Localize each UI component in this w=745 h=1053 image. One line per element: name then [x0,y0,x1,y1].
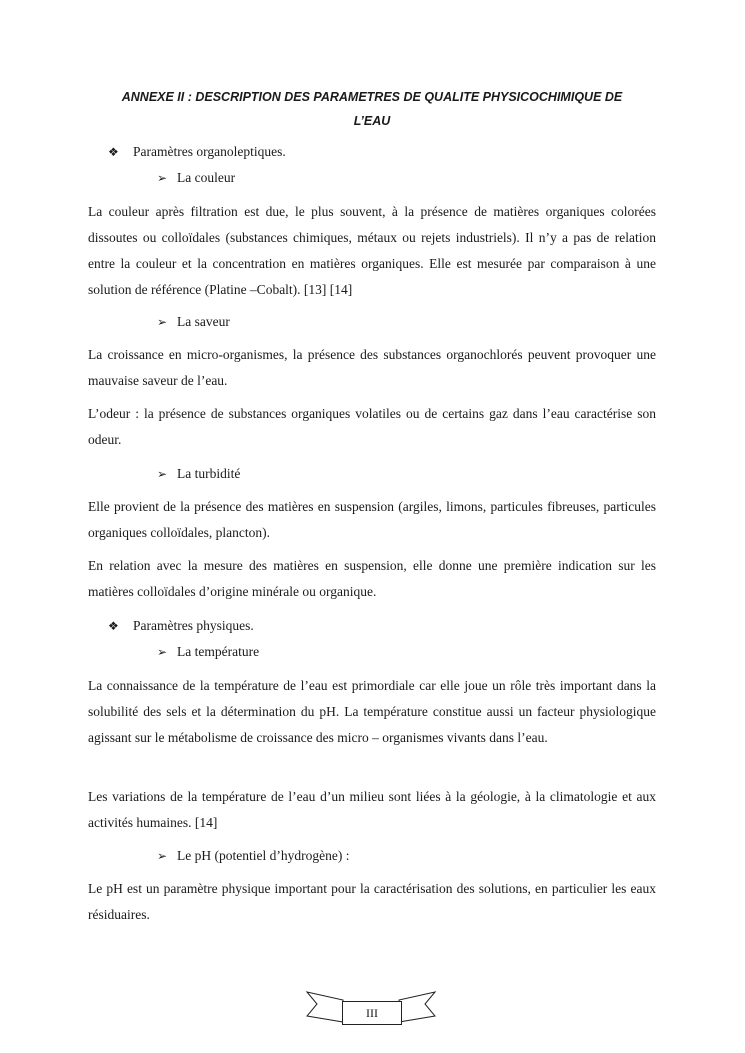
arrow-bullet-icon: ➢ [157,467,168,481]
section-label: Paramètres physiques. [133,618,254,633]
arrow-bullet-icon: ➢ [157,849,168,863]
annex-title-line2: L’EAU [353,114,391,128]
page-number: III [342,1001,402,1025]
subsection-label: Le pH (potentiel d’hydrogène) : [177,848,350,863]
ribbon-right-end [399,992,435,1022]
ribbon-left-end [307,992,343,1022]
section-organoleptic [108,142,286,162]
paragraph-odeur: L’odeur : la présence de substances organiques volatiles ou de certains gaz dans l’eau caractérise son odeur. [88,406,656,447]
diamond-bullet-icon: ❖ [108,619,119,633]
annex-title-line1: ANNEXE II : DESCRIPTION DES PARAMETRES DE QUALITE PHYSICOCHIMIQUE DE [121,90,623,104]
arrow-bullet-icon: ➢ [157,645,168,659]
subsection-label: La couleur [177,170,236,185]
paragraph-ph: Le pH est un paramètre physique important pour la caractérisation des solutions, en particulier les eaux résiduaires. [88,881,656,922]
arrow-bullet-icon: ➢ [157,315,168,329]
paragraph-turbidite-1: Elle provient de la présence des matières en suspension (argiles, limons, particules fibreuses, particules organiques colloïdales, plancton). [88,499,656,540]
arrow-bullet-icon: ➢ [157,171,168,185]
subsection-label: La turbidité [177,466,241,481]
subsection-label: La température [177,644,260,659]
paragraph-saveur: La croissance en micro-organismes, la présence des substances organochlorés peuvent provoquer une mauvaise saveur de l’eau. [88,347,656,388]
paragraph-turbidite-2: En relation avec la mesure des matières en suspension, elle donne une première indication sur les matières colloïdales d’origine minérale ou organique. [88,558,656,599]
section-physique [108,616,254,636]
subsection-turbidite [157,464,240,484]
subsection-temperature [157,642,259,662]
paragraph-temperature-1: La connaissance de la température de l’eau est primordiale car elle joue un rôle très important dans la solubilité des sels et la détermination du pH. La température constitue aussi un facteur physiologique agissant sur le métabolisme de croissance des micro – organismes vivants dans l’eau. [88,678,656,745]
section-label: Paramètres organoleptiques. [133,144,286,159]
subsection-label: La saveur [177,314,230,329]
paragraph-couleur: La couleur après filtration est due, le plus souvent, à la présence de matières organiques colorées dissoutes ou colloïdales (substances chimiques, métaux ou rejets industriels). Il n’y a pas de relation entre la couleur et la concentration en matières organiques. Elle est mesurée par comparaison à une solution de référence (Platine –Cobalt). [13] [14] [88,204,656,297]
subsection-saveur [157,312,230,332]
subsection-couleur [157,168,235,188]
paragraph-temperature-2: Les variations de la température de l’eau d’un milieu sont liées à la géologie, à la climatologie et aux activités humaines. [14] [88,789,656,830]
subsection-ph [157,846,349,866]
annex-title [88,85,656,133]
diamond-bullet-icon: ❖ [108,145,119,159]
